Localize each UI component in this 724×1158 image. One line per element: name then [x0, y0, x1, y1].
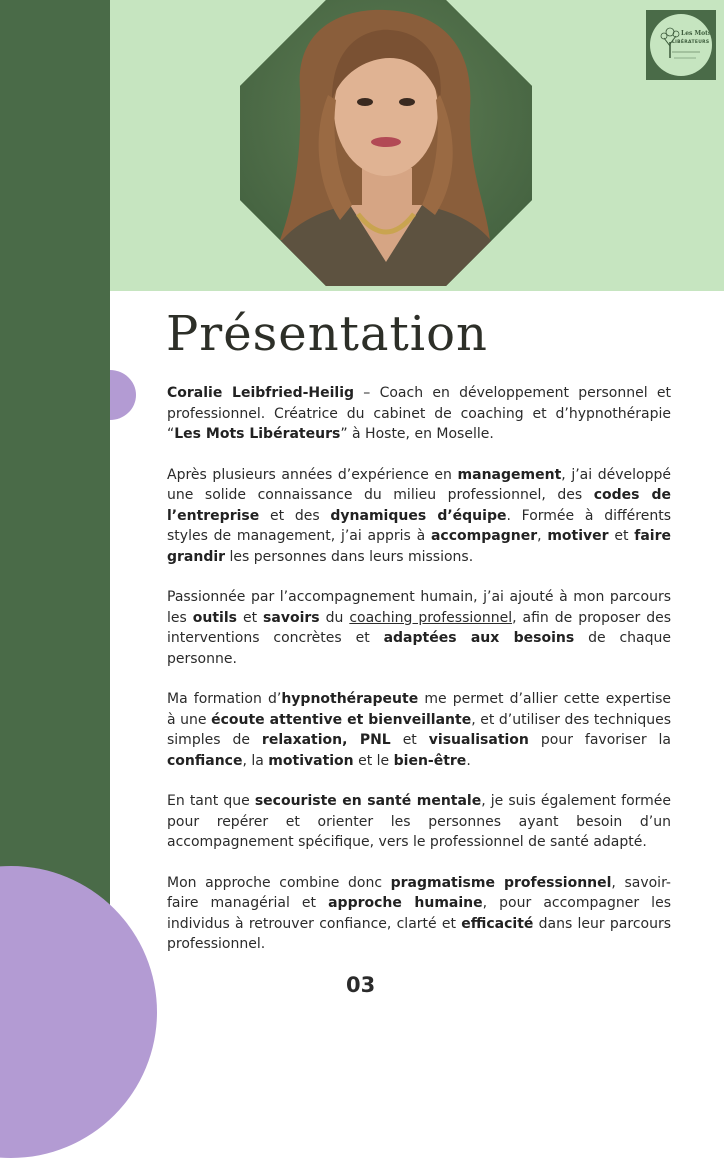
- bold-term: efficacité: [461, 915, 534, 932]
- text-span: , la: [242, 752, 269, 769]
- purple-half-circle: [110, 370, 136, 420]
- bold-term: visualisation: [428, 732, 529, 748]
- text-span: me permet d’allier cette expertise à une: [167, 691, 671, 728]
- text-span: du: [319, 609, 350, 626]
- text-span: . Formée à différents styles de management, j’ai appris à: [167, 507, 671, 544]
- bold-term: approche humaine: [328, 895, 483, 911]
- paragraph-mental-health: [167, 791, 671, 853]
- logo-text-primary: Les Mots: [681, 30, 712, 37]
- text-span: les personnes dans leurs missions.: [225, 548, 474, 565]
- text-span: ” à Hoste, en Moselle.: [340, 426, 494, 442]
- bold-term: adaptées aux besoins: [383, 630, 575, 646]
- page-title: Présentation: [166, 306, 488, 362]
- bold-term: outils: [192, 609, 237, 626]
- text-span: Ma formation d’: [167, 691, 282, 707]
- text-span: En tant que: [167, 793, 255, 809]
- bold-term: confiance: [167, 752, 243, 769]
- bold-term: management: [457, 466, 562, 483]
- logo-emblem: [650, 14, 712, 76]
- tree-icon: [650, 14, 712, 76]
- text-span: ,: [537, 528, 548, 544]
- text-span: , savoir-faire managérial et: [167, 874, 671, 911]
- portrait-photo: [240, 0, 532, 286]
- text-span: Passionnée par l’accompagnement humain, j’ai ajouté à mon parcours les: [167, 589, 671, 626]
- bold-term: écoute attentive et bienveillante: [211, 711, 472, 728]
- text-span: pour favoriser la: [528, 732, 671, 748]
- bold-term: relaxation, PNL: [261, 732, 391, 748]
- text-span: , j’ai développé une solide connaissance du milieu professionnel, des: [167, 466, 671, 503]
- paragraph-approach: [167, 873, 671, 955]
- text-span: et: [390, 732, 429, 748]
- bold-term: faire grandir: [167, 528, 671, 565]
- paragraph-hypnotherapy: [167, 689, 671, 771]
- paragraph-coaching: [167, 587, 671, 669]
- text-span: , et d’utiliser des techniques simples de: [167, 711, 672, 748]
- text-span: Après plusieurs années d’expérience en: [167, 466, 458, 483]
- text-span: , je suis également formée pour repérer et orienter les personnes ayant besoin d’un accompagnement spécifique, vers le professionnel de santé adapté.: [167, 793, 672, 850]
- coaching-link[interactable]: coaching professionnel: [349, 609, 513, 626]
- text-span: et des: [259, 507, 331, 524]
- paragraph-management: [167, 465, 671, 568]
- text-span: de chaque personne.: [167, 630, 671, 667]
- bold-term: motivation: [268, 752, 354, 769]
- paragraph-intro: [167, 383, 671, 445]
- text-span: , pour accompagner les individus à retrouver confiance, clarté et: [167, 895, 671, 932]
- text-span: et: [237, 609, 264, 626]
- bold-term: codes de l’entreprise: [167, 487, 671, 524]
- text-span: et le: [353, 752, 394, 769]
- bold-term: hypnothérapeute: [281, 691, 419, 707]
- bold-term: dynamiques d’équipe: [330, 507, 507, 524]
- bold-term: bien-être: [393, 752, 467, 769]
- bold-term: motiver: [547, 528, 609, 544]
- text-span: – Coach en développement personnel et professionnel. Créatrice du cabinet de coaching et d’hypnothérapie “: [167, 385, 671, 442]
- logo-text-secondary: LIBÉRATEURS: [672, 40, 710, 45]
- text-span: dans leur parcours professionnel.: [167, 915, 672, 952]
- bold-term: savoirs: [263, 609, 320, 626]
- bold-term: secouriste en santé mentale: [254, 793, 482, 809]
- presentation-text: [167, 383, 671, 975]
- page-number: 03: [346, 973, 376, 997]
- bold-term: accompagner: [430, 528, 538, 544]
- text-span: , afin de proposer des interventions concrètes et: [167, 609, 671, 646]
- text-span: Mon approche combine donc: [167, 874, 391, 891]
- purple-corner-circle: [0, 866, 157, 1158]
- text-span: .: [466, 752, 471, 769]
- person-name: Coralie Leibfried-Heilig: [167, 385, 355, 401]
- brand-name: Les Mots Libérateurs: [174, 426, 341, 442]
- bold-term: pragmatisme professionnel: [390, 874, 612, 891]
- text-span: et: [608, 528, 635, 544]
- brand-logo: [646, 10, 716, 80]
